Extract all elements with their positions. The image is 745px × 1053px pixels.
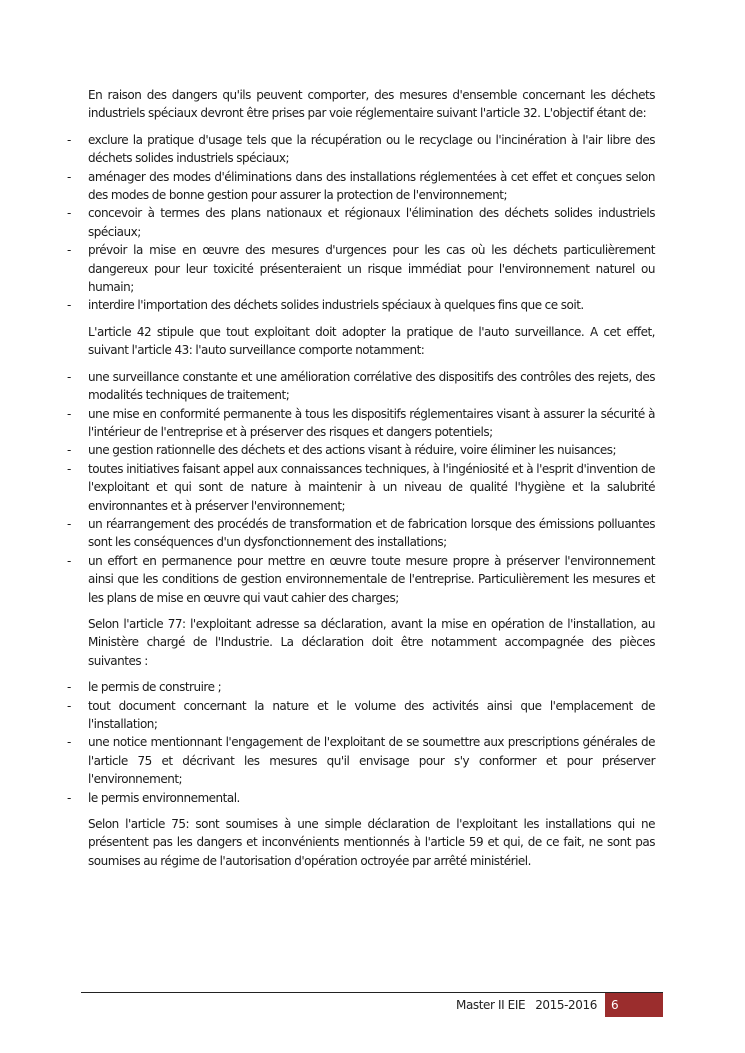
list-item: - une notice mentionnant l'engagement de l'exploitant de se soumettre aux prescriptions générales de l'article 75 et décrivant les mesures qu'il envisage pour s'y conformer et pour préserver l'environnement; [70, 733, 655, 788]
documents-list [88, 678, 655, 807]
document-body [88, 86, 655, 878]
page-number: 6 [611, 998, 619, 1012]
list-item: - un réarrangement des procédés de transformation et de fabrication lorsque des émissions polluantes sont les conséquences d'un dysfonctionnement des installations; [70, 515, 655, 552]
list-item: - aménager des modes d'éliminations dans des installations réglementées à cet effet et conçues selon des modes de bonne gestion pour assurer la protection de l'environnement; [70, 168, 655, 205]
paragraph-intro: En raison des dangers qu'ils peuvent comporter, des mesures d'ensemble concernant les déchets industriels spéciaux devront être prises par voie réglementaire suivant l'article 32. L'objectif étant de: [88, 88, 655, 121]
list-item: - une gestion rationnelle des déchets et des actions visant à réduire, voire éliminer les nuisances; [70, 441, 655, 459]
objectives-list [88, 131, 655, 315]
list-item: - le permis environnemental. [70, 789, 655, 807]
list-item: - prévoir la mise en œuvre des mesures d'urgences pour les cas où les déchets particulièrement dangereux pour leur toxicité présenteraient un risque immédiat pour l'environnement naturel ou humain; [70, 241, 655, 296]
paragraph-article-75: Selon l'article 75: sont soumises à une simple déclaration de l'exploitant les installations qui ne présentent pas les dangers et inconvénients mentionnés à l'article 59 et qui, de ce fait, ne sont pas soumises au régime de l'autorisation d'opération octroyée par arrêté ministériel. [88, 817, 655, 868]
list-item: - concevoir à termes des plans nationaux et régionaux l'élimination des déchets solides industriels spéciaux; [70, 204, 655, 241]
list-item: - tout document concernant la nature et le volume des activités ainsi que l'emplacement de l'installation; [70, 697, 655, 734]
list-item: - toutes initiatives faisant appel aux connaissances techniques, à l'ingéniosité et à l'esprit d'invention de l'exploitant et qui sont de nature à maintenir à un niveau de qualité l'hygiène et la salubrité environnantes et à préserver l'environnement; [70, 460, 655, 515]
list-item: - un effort en permanence pour mettre en œuvre toute mesure propre à préserver l'environnement ainsi que les conditions de gestion environnementale de l'entreprise. Particulièrement les mesures et les plans de mise en œuvre qui vaut cahier des charges; [70, 552, 655, 607]
footer-course-label: Master II EIE [455, 998, 526, 1012]
list-item: - interdire l'importation des déchets solides industriels spéciaux à quelques fins que ce soit. [70, 296, 655, 314]
list-item: - une surveillance constante et une amélioration corrélative des dispositifs des contrôles des rejets, des modalités techniques de traitement; [70, 368, 655, 405]
paragraph-article-42: L'article 42 stipule que tout exploitant doit adopter la pratique de l'auto surveillance. A cet effet, suivant l'article 43: l'auto surveillance comporte notamment: [88, 324, 655, 358]
footer-years: 2015-2016 [535, 998, 597, 1012]
list-item: - une mise en conformité permanente à tous les dispositifs réglementaires visant à assurer la sécurité à l'intérieur de l'entreprise et à préserver des risques et dangers potentiels; [70, 405, 655, 442]
list-item: - le permis de construire ; [70, 678, 655, 696]
page-number-badge [605, 993, 663, 1017]
list-item: - exclure la pratique d'usage tels que la récupération ou le recyclage ou l'incinération à l'air libre des déchets solides industriels spéciaux; [70, 131, 655, 168]
paragraph-article-77: Selon l'article 77: l'exploitant adresse sa déclaration, avant la mise en opération de l'installation, au Ministère chargé de l'Industrie. La déclaration doit être notamment accompagnée des pièces suivantes : [88, 616, 655, 668]
surveillance-list [88, 368, 655, 607]
page-footer [456, 993, 663, 1017]
